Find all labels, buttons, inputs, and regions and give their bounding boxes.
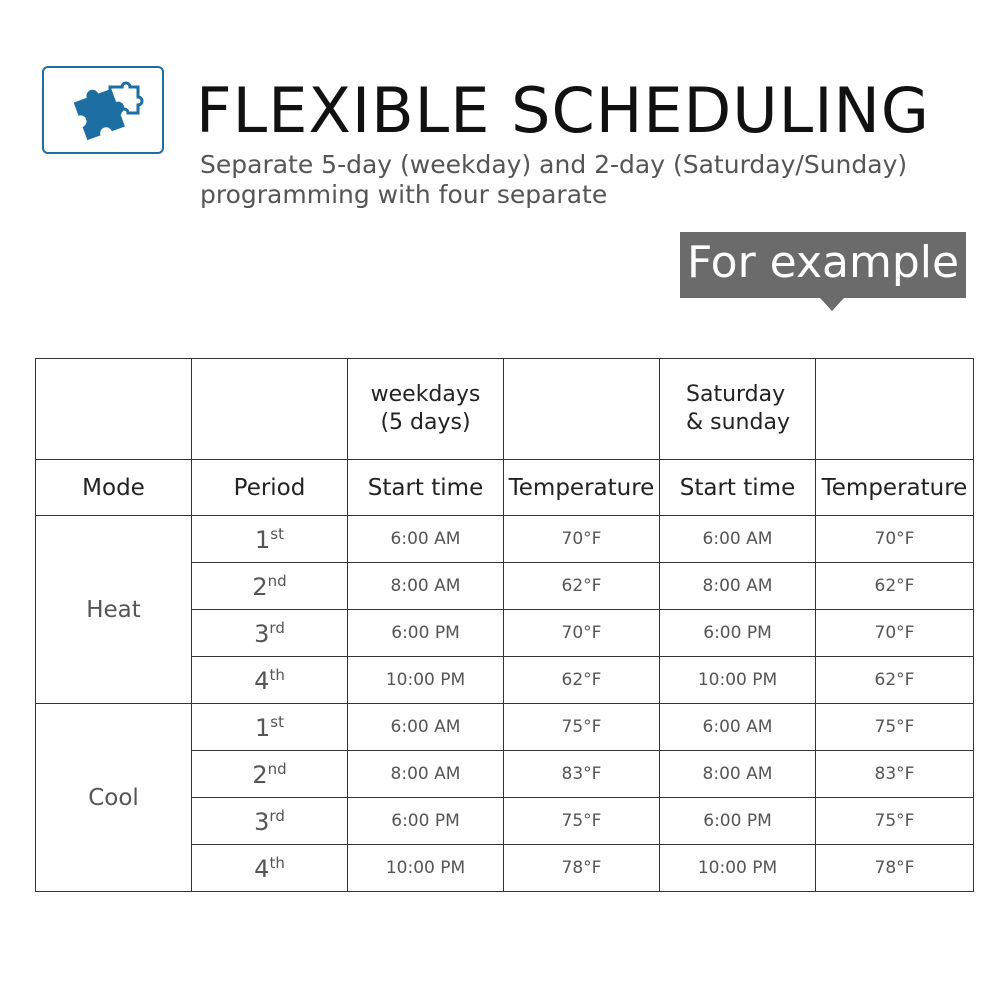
weekday-start-time: 8:00 AM — [348, 563, 504, 610]
period-suffix: th — [269, 665, 285, 684]
period-cell — [192, 845, 348, 892]
period-suffix: rd — [269, 618, 285, 637]
column-header-row — [36, 460, 974, 516]
weekend-start-time: 6:00 AM — [660, 516, 816, 563]
period-cell — [192, 751, 348, 798]
period-suffix: nd — [267, 571, 287, 590]
weekend-temperature: 62°F — [816, 563, 974, 610]
empty-header-cell — [816, 359, 974, 460]
weekday-start-time: 6:00 AM — [348, 516, 504, 563]
period-number: 2 — [252, 760, 268, 789]
empty-header-cell — [192, 359, 348, 460]
schedule-table — [35, 358, 974, 892]
weekend-start-time: 10:00 PM — [660, 845, 816, 892]
weekend-start-time: 6:00 PM — [660, 798, 816, 845]
weekend-start-time: 6:00 AM — [660, 704, 816, 751]
weekend-start-time: 6:00 PM — [660, 610, 816, 657]
page-title: FLEXIBLE SCHEDULING — [196, 74, 930, 147]
weekend-temperature: 75°F — [816, 798, 974, 845]
period-suffix: th — [269, 853, 285, 872]
weekday-temperature: 75°F — [504, 704, 660, 751]
weekend-start-time: 8:00 AM — [660, 563, 816, 610]
weekend-temperature: 62°F — [816, 657, 974, 704]
period-number: 4 — [254, 854, 270, 883]
logo — [42, 66, 164, 154]
puzzle-piece-icon — [60, 77, 146, 143]
weekdays-header: weekdays (5 days) — [348, 359, 504, 460]
weekday-temperature: 78°F — [504, 845, 660, 892]
period-cell — [192, 657, 348, 704]
period-suffix: rd — [269, 806, 285, 825]
period-cell — [192, 798, 348, 845]
page-subtitle: Separate 5-day (weekday) and 2-day (Saturday/Sunday) programming with four separate — [200, 150, 908, 209]
weekday-temperature: 83°F — [504, 751, 660, 798]
weekday-temperature: 70°F — [504, 516, 660, 563]
mode-cell: Cool — [36, 704, 192, 892]
column-header-weekend-temp: Temperature — [816, 460, 974, 516]
empty-header-cell — [36, 359, 192, 460]
weekday-start-time: 6:00 PM — [348, 798, 504, 845]
empty-header-cell — [504, 359, 660, 460]
weekend-header: Saturday & sunday — [660, 359, 816, 460]
weekday-start-time: 6:00 AM — [348, 704, 504, 751]
weekday-temperature: 62°F — [504, 657, 660, 704]
column-header-weekday-start: Start time — [348, 460, 504, 516]
example-tag: For example — [680, 232, 966, 298]
weekday-start-time: 10:00 PM — [348, 657, 504, 704]
group-header-row — [36, 359, 974, 460]
weekend-temperature: 78°F — [816, 845, 974, 892]
weekday-temperature: 75°F — [504, 798, 660, 845]
column-header-weekend-start: Start time — [660, 460, 816, 516]
weekday-temperature: 62°F — [504, 563, 660, 610]
weekend-temperature: 83°F — [816, 751, 974, 798]
weekend-temperature: 70°F — [816, 610, 974, 657]
column-header-weekday-temp: Temperature — [504, 460, 660, 516]
weekday-temperature: 70°F — [504, 610, 660, 657]
weekday-start-time: 8:00 AM — [348, 751, 504, 798]
period-number: 3 — [254, 807, 270, 836]
period-suffix: st — [270, 712, 284, 731]
table-row — [36, 516, 974, 563]
period-number: 2 — [252, 572, 268, 601]
weekend-temperature: 75°F — [816, 704, 974, 751]
weekend-temperature: 70°F — [816, 516, 974, 563]
mode-cell: Heat — [36, 516, 192, 704]
period-number: 4 — [254, 666, 270, 695]
period-cell — [192, 704, 348, 751]
period-cell — [192, 610, 348, 657]
weekend-start-time: 8:00 AM — [660, 751, 816, 798]
weekday-start-time: 10:00 PM — [348, 845, 504, 892]
period-number: 3 — [254, 619, 270, 648]
period-suffix: st — [270, 524, 284, 543]
column-header-period: Period — [192, 460, 348, 516]
period-number: 1 — [255, 525, 271, 554]
period-cell — [192, 563, 348, 610]
weekday-start-time: 6:00 PM — [348, 610, 504, 657]
column-header-mode: Mode — [36, 460, 192, 516]
period-cell — [192, 516, 348, 563]
period-suffix: nd — [267, 759, 287, 778]
table-row — [36, 704, 974, 751]
weekend-start-time: 10:00 PM — [660, 657, 816, 704]
period-number: 1 — [255, 713, 271, 742]
